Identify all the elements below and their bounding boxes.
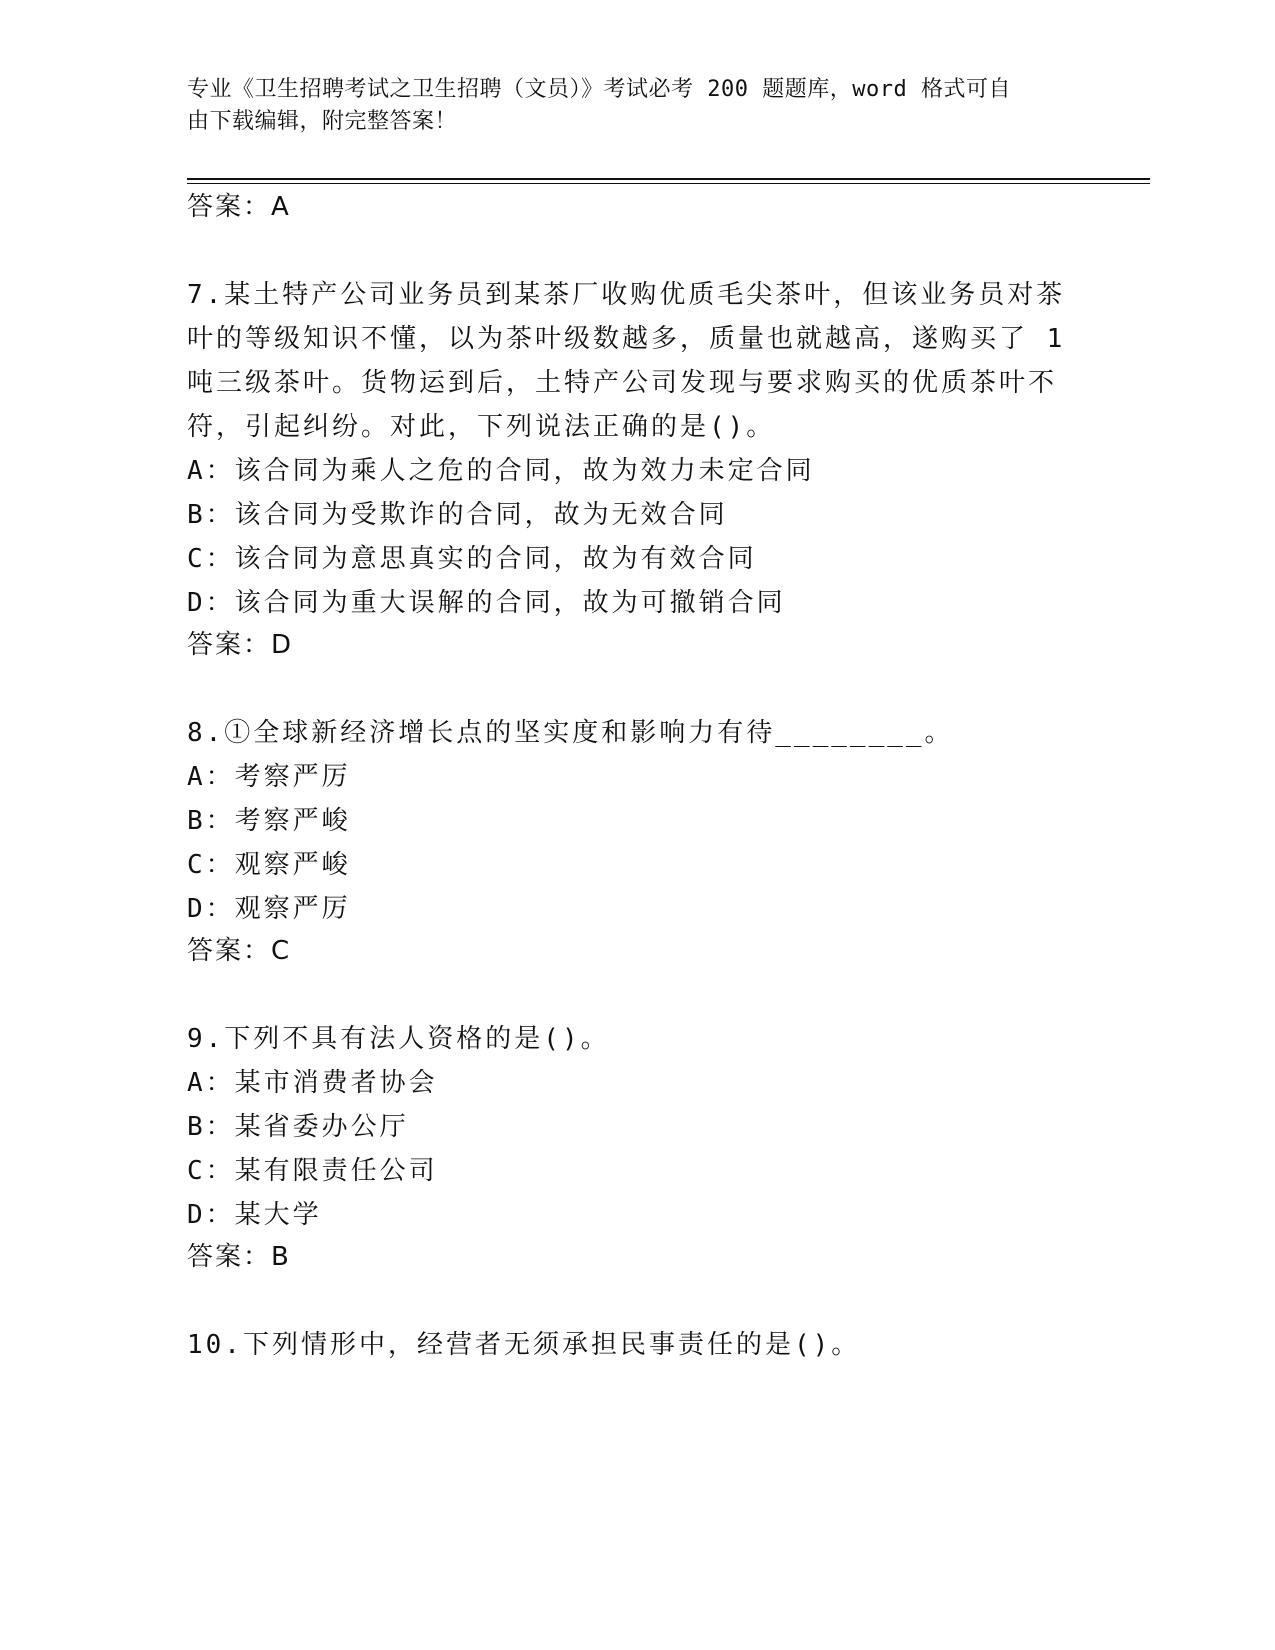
question-8-option-b: B：考察严峻 <box>187 806 351 836</box>
question-7-stem-line-2: 叶的等级知识不懂，以为茶叶级数越多，质量也就越高，遂购买了 1 <box>187 324 1066 354</box>
question-10-stem-line-1: 10.下列情形中，经营者无须承担民事责任的是()。 <box>187 1330 861 1360</box>
question-7-option-c: C：该合同为意思真实的合同，故为有效合同 <box>187 544 757 574</box>
question-8-stem-line-1: 8.①全球新经济增长点的坚实度和影响力有待________。 <box>187 718 954 748</box>
question-7-answer: 答案：D <box>187 630 294 660</box>
question-9-option-b: B：某省委办公厅 <box>187 1112 409 1142</box>
question-8-option-d: D：观察严厉 <box>187 894 351 924</box>
question-8-answer: 答案：C <box>187 936 292 966</box>
question-9-answer: 答案：B <box>187 1242 291 1272</box>
header-divider-thick <box>187 178 1150 180</box>
question-7-stem-line-3: 吨三级茶叶。货物运到后，土特产公司发现与要求购买的优质茶叶不 <box>187 368 1058 398</box>
question-9-option-a: A：某市消费者协会 <box>187 1068 438 1098</box>
question-9-stem-line-1: 9.下列不具有法人资格的是()。 <box>187 1024 610 1054</box>
question-9-option-d: D：某大学 <box>187 1200 322 1230</box>
question-8-option-c: C：观察严峻 <box>187 850 351 880</box>
question-7-option-d: D：该合同为重大误解的合同，故为可撤销合同 <box>187 588 786 618</box>
question-7-stem-line-1: 7.某土特产公司业务员到某茶厂收购优质毛尖茶叶，但该业务员对茶 <box>187 280 1066 310</box>
header-title-line-2: 由下载编辑，附完整答案！ <box>187 109 458 134</box>
question-9-option-c: C：某有限责任公司 <box>187 1156 438 1186</box>
question-7-option-a: A：该合同为乘人之危的合同，故为效力未定合同 <box>187 456 815 486</box>
document-header <box>187 74 1067 138</box>
header-divider-thin <box>187 183 1150 184</box>
previous-answer: 答案：A <box>187 192 291 222</box>
question-8-option-a: A：考察严厉 <box>187 762 351 792</box>
header-title-line-1: 专业《卫生招聘考试之卫生招聘（文员）》考试必考 200 题题库，word 格式可自 <box>187 77 1011 102</box>
question-7-option-b: B：该合同为受欺诈的合同，故为无效合同 <box>187 500 728 530</box>
question-7-stem-line-4: 符，引起纠纷。对此，下列说法正确的是()。 <box>187 412 776 442</box>
